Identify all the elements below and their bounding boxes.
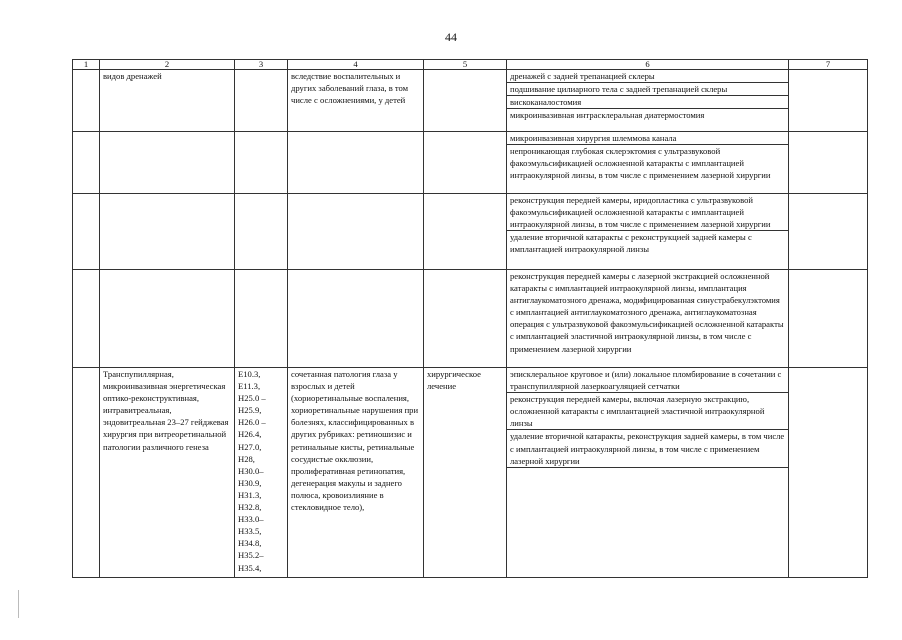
cell-c6: [507, 368, 789, 578]
cell-c7: [789, 132, 868, 194]
header-row: [73, 60, 868, 70]
col-header: 1: [73, 60, 100, 70]
cell-c5: [424, 70, 507, 132]
procedure-item: дренажей с задней трепанацией склеры: [507, 70, 788, 83]
procedure-item: вискоканалостомия: [507, 96, 788, 109]
cell-c4: [288, 132, 424, 194]
procedure-item: эписклеральное круговое и (или) локальное пломбирование в сочетании с транспупиллярной лазеркоагуляцией сетчатки: [507, 368, 788, 393]
cell-c2: [100, 270, 235, 368]
cell-c3: [235, 132, 288, 194]
cell-c5: [424, 194, 507, 270]
cell-c1: [73, 194, 100, 270]
cell-c6: [507, 270, 789, 368]
cell-c7: [789, 368, 868, 578]
cell-c1: [73, 368, 100, 578]
icd-code: H35.2–: [238, 550, 264, 561]
procedure-item: микроинвазивная интрасклеральная диатермостомия: [510, 110, 705, 121]
cell-c7: [789, 194, 868, 270]
icd-code: E11.3,: [238, 381, 261, 392]
cell-c2: видов дренажей: [100, 70, 235, 132]
procedure-item: реконструкция передней камеры с лазерной экстракцией осложненной катаракты с имплантацией интраокулярной линзы, имплантация антиглаукоматозного дренажа, модифицированная синустрабекулэктомия с имплантацией антиглаукоматозного дренажа, антиглаукоматозная операция с ультразвуковой факоэмульсификацией осложненной катаракты с имплантацией эластичной интраокулярной линзы, в том числе с применением лазерной хирургии: [510, 271, 784, 354]
icd-code: H25.0 –: [238, 393, 266, 404]
icd-code: H26.0 –: [238, 417, 266, 428]
cell-c6: [507, 194, 789, 270]
cell-c1: [73, 70, 100, 132]
cell-c4: [288, 270, 424, 368]
table-row: [73, 270, 868, 368]
table-row: [73, 194, 868, 270]
icd-code: H33.0–: [238, 514, 264, 525]
cell-c5: [424, 132, 507, 194]
cell-c2: [100, 194, 235, 270]
cell-c6: [507, 132, 789, 194]
icd-code: H35.4,: [238, 562, 262, 573]
cell-c7: [789, 70, 868, 132]
icd-code: H30.9,: [238, 477, 262, 488]
page-number: 44: [445, 30, 457, 44]
cell-c3: [235, 194, 288, 270]
table-row: [73, 132, 868, 194]
procedure-item: непроникающая глубокая склерэктомия с ультразвуковой факоэмульсификацией осложненной катаракты с имплантацией интраокулярной линзы, в том числе с применением лазерной хирургии: [510, 146, 771, 181]
scan-artifact: [18, 590, 19, 618]
procedure-item: реконструкция передней камеры, иридопластика с ультразвуковой факоэмульсификацией осложненной катаракты с имплантацией интраокулярной линзы, в том числе с применением лазерной хирургии: [507, 194, 788, 231]
icd-code: H26.4,: [238, 429, 262, 440]
col-header: 3: [235, 60, 288, 70]
cell-c3: [235, 368, 288, 578]
cell-c3: [235, 270, 288, 368]
cell-c2: [100, 132, 235, 194]
icd-code: H32.8,: [238, 502, 262, 513]
col-header: 7: [789, 60, 868, 70]
icd-code: H30.0–: [238, 465, 264, 476]
cell-c4: вследствие воспалительных и других заболеваний глаза, в том числе с осложнениями, у детей: [288, 70, 424, 132]
procedure-item: удаление вторичной катаракты с реконструкцией задней камеры с имплантацией интраокулярной линзы: [510, 232, 752, 255]
col-header: 5: [424, 60, 507, 70]
cell-c1: [73, 132, 100, 194]
col-header: 2: [100, 60, 235, 70]
icd-code: H28,: [238, 453, 255, 464]
col-header: 6: [507, 60, 789, 70]
cell-c1: [73, 270, 100, 368]
cell-c2: Транспупиллярная, микроинвазивная энергетическая оптико-реконструктивная, интравитреальная, эндовитреальная 23–27 гейджевая хирургия при витреоретинальной патологии различного генеза: [100, 368, 235, 578]
table-row: [73, 368, 868, 578]
cell-c3: [235, 70, 288, 132]
icd-code: H25.9,: [238, 405, 262, 416]
procedure-item: удаление вторичной катаракты, реконструкция задней камеры, в том числе с имплантацией интраокулярной линзы, в том числе с применением лазерной хирургии: [507, 430, 788, 467]
icd-code: H31.3,: [238, 489, 262, 500]
table-row: [73, 70, 868, 132]
procedure-item: реконструкция передней камеры, включая лазерную экстракцию, осложненной катаракты с имплантацией эластичной интраокулярной линзы: [507, 393, 788, 430]
icd-code: H33.5,: [238, 526, 262, 537]
cell-c4: сочетанная патология глаза у взрослых и детей (хориоретинальные воспаления, хориоретинальные нарушения при болезнях, классифицированных в других рубриках: ретиношизис и ретинальные кисты, ретинальные сосудистые окклюзии, пролиферативная ретинопатия, дегенерация макулы и заднего полюса, кровоизлияние в стекловидное тело),: [288, 368, 424, 578]
procedure-item: микроинвазивная хирургия шлеммова канала: [507, 132, 788, 145]
cell-c6: [507, 70, 789, 132]
col-header: 4: [288, 60, 424, 70]
cell-c7: [789, 270, 868, 368]
icd-code: H27.0,: [238, 441, 262, 452]
cell-c5: [424, 270, 507, 368]
procedures-table: [72, 59, 868, 578]
procedure-item: подшивание цилиарного тела с задней трепанацией склеры: [507, 83, 788, 96]
icd-code: E10.3,: [238, 369, 261, 379]
cell-c4: [288, 194, 424, 270]
cell-c5: хирургическое лечение: [424, 368, 507, 578]
icd-code: H34.8,: [238, 538, 262, 549]
